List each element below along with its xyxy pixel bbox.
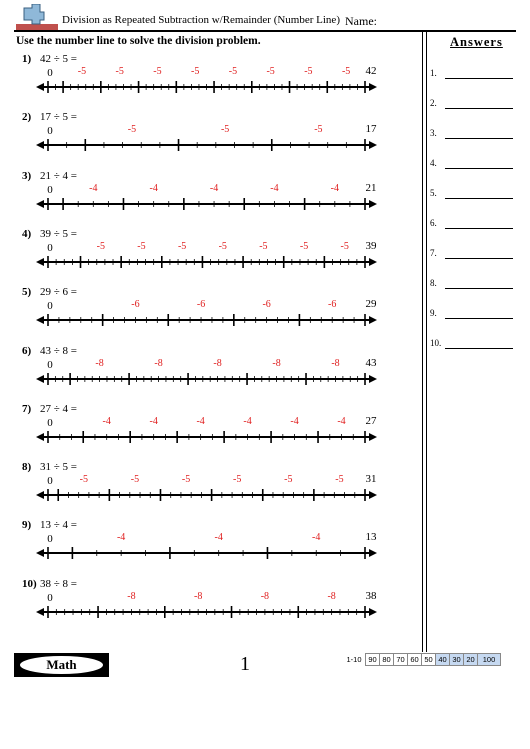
page-number: 1 [240, 653, 250, 675]
end-label: 43 [365, 356, 377, 369]
score-cell: 70 [394, 654, 408, 666]
problem-number: 9) [22, 519, 32, 532]
right-arrow-icon [369, 258, 377, 266]
number-line [0, 167, 420, 223]
left-arrow-icon [36, 433, 44, 441]
name-label: Name: [345, 14, 377, 28]
math-badge [14, 653, 109, 677]
answer-number: 7. [430, 248, 437, 258]
problem [0, 108, 420, 164]
problem-equation: 39 ÷ 5 = [40, 227, 77, 240]
step-label: -8 [260, 590, 270, 602]
right-arrow-icon [369, 316, 377, 324]
problem-equation: 38 ÷ 8 = [40, 577, 77, 590]
score-cell: 90 [366, 654, 380, 666]
start-label: 0 [47, 125, 53, 138]
number-line [0, 400, 420, 456]
number-line [0, 516, 420, 572]
step-label: -4 [270, 182, 279, 194]
step-label: -6 [262, 299, 271, 311]
step-label: -6 [131, 299, 140, 311]
start-label: 0 [47, 300, 53, 313]
answers-title: Answers [450, 35, 503, 49]
step-label: -4 [290, 415, 299, 427]
step-label: -8 [331, 357, 340, 369]
answer-number: 2. [430, 98, 437, 108]
answer-blank[interactable] [445, 78, 513, 79]
score-cell: 60 [408, 654, 422, 666]
left-arrow-icon [36, 200, 44, 208]
end-label: 39 [365, 239, 377, 252]
score-cell: 30 [450, 654, 464, 666]
step-label: -5 [259, 240, 268, 252]
answer-blank[interactable] [445, 348, 513, 349]
end-label: 27 [365, 414, 377, 427]
answer-blank[interactable] [445, 138, 513, 139]
math-plus-logo-icon [16, 4, 60, 32]
step-label: -5 [96, 240, 106, 252]
score-cell: 100 [478, 654, 501, 666]
step-label: -5 [79, 474, 88, 486]
step-label: -5 [181, 474, 191, 486]
left-arrow-icon [36, 316, 44, 324]
header-divider [14, 30, 516, 32]
problem-equation: 29 ÷ 6 = [40, 286, 77, 299]
step-label: -8 [193, 590, 203, 602]
step-label: -5 [233, 474, 242, 486]
step-label: -8 [213, 357, 222, 369]
end-label: 31 [365, 473, 377, 486]
step-label: -5 [77, 66, 87, 77]
step-label: -5 [299, 240, 309, 252]
step-label: -4 [102, 415, 111, 427]
step-label: -4 [209, 182, 219, 194]
score-range: 1-10 [346, 655, 362, 664]
step-label: -5 [228, 66, 238, 77]
left-arrow-icon [36, 141, 44, 149]
problem-number: 7) [22, 402, 32, 415]
left-arrow-icon [36, 549, 44, 557]
number-line [0, 342, 420, 398]
problem [0, 342, 420, 398]
end-label: 42 [365, 65, 377, 77]
answer-number: 4. [430, 158, 437, 168]
step-label: -4 [149, 182, 158, 194]
answer-number: 9. [430, 308, 437, 318]
answer-blank[interactable] [445, 168, 513, 169]
problem [0, 400, 420, 456]
right-arrow-icon [369, 200, 377, 208]
answer-blank[interactable] [445, 288, 513, 289]
problem [0, 167, 420, 223]
problem-number: 1) [22, 53, 32, 65]
answer-blank[interactable] [445, 318, 513, 319]
right-arrow-icon [369, 375, 377, 383]
number-line [0, 575, 420, 631]
step-label: -5 [314, 124, 323, 136]
left-arrow-icon [36, 83, 44, 91]
worksheet-title: Division as Repeated Subtraction w/Remainder (Number Line) [62, 14, 340, 26]
end-label: 13 [365, 531, 377, 544]
step-label: -5 [304, 66, 313, 77]
number-line [0, 50, 420, 106]
step-label: -8 [154, 357, 163, 369]
left-arrow-icon [36, 608, 44, 616]
number-line [0, 458, 420, 514]
end-label: 29 [365, 298, 377, 311]
start-label: 0 [47, 67, 53, 79]
step-label: -5 [177, 240, 187, 252]
step-label: -4 [243, 415, 252, 427]
problem-number: 10) [22, 577, 37, 590]
right-arrow-icon [369, 141, 377, 149]
problem-equation: 13 ÷ 4 = [40, 519, 77, 532]
right-arrow-icon [369, 433, 377, 441]
problem-equation: 43 ÷ 8 = [40, 344, 77, 357]
problem [0, 575, 420, 631]
step-label: -5 [340, 240, 349, 252]
answer-number: 8. [430, 278, 437, 288]
problem [0, 225, 420, 281]
step-label: -5 [335, 474, 344, 486]
score-cell: 50 [422, 654, 436, 666]
end-label: 21 [365, 181, 377, 194]
answer-number: 6. [430, 218, 437, 228]
step-label: -5 [191, 66, 200, 77]
left-arrow-icon [36, 258, 44, 266]
problem [0, 50, 420, 106]
step-label: -5 [266, 66, 275, 77]
problem-number: 2) [22, 111, 32, 124]
problem-equation: 21 ÷ 4 = [40, 169, 77, 182]
right-arrow-icon [369, 608, 377, 616]
problem-equation: 27 ÷ 4 = [40, 402, 77, 415]
step-label: -4 [89, 182, 98, 194]
problem-equation: 31 ÷ 5 = [40, 461, 77, 474]
answer-number: 5. [430, 188, 437, 198]
start-label: 0 [47, 591, 53, 604]
step-label: -5 [137, 240, 146, 252]
math-badge-label: Math [20, 656, 103, 674]
left-arrow-icon [36, 491, 44, 499]
problem-number: 5) [22, 286, 32, 299]
step-label: -4 [330, 182, 339, 194]
end-label: 17 [365, 123, 377, 136]
number-line [0, 225, 420, 281]
end-label: 38 [365, 589, 377, 602]
step-label: -8 [127, 590, 136, 602]
problem-number: 3) [22, 169, 32, 182]
step-label: -5 [127, 124, 137, 136]
problem-equation: 17 ÷ 5 = [40, 111, 77, 124]
step-label: -4 [214, 532, 223, 544]
problem-number: 8) [22, 461, 32, 474]
answer-number: 1. [430, 68, 437, 78]
step-label: -5 [341, 66, 351, 77]
left-arrow-icon [36, 375, 44, 383]
step-label: -5 [130, 474, 140, 486]
step-label: -5 [153, 66, 162, 77]
step-label: -4 [149, 415, 158, 427]
problem-equation: 42 ÷ 5 = [40, 53, 77, 65]
step-label: -4 [312, 532, 321, 544]
problem-number: 4) [22, 227, 32, 240]
problem-number: 6) [22, 344, 32, 357]
start-label: 0 [47, 358, 53, 371]
start-label: 0 [47, 416, 53, 429]
step-label: -4 [116, 532, 126, 544]
score-cell: 20 [464, 654, 478, 666]
start-label: 0 [47, 533, 53, 546]
score-cell: 80 [380, 654, 394, 666]
score-table [343, 653, 501, 666]
answer-blank[interactable] [445, 258, 513, 259]
start-label: 0 [47, 183, 53, 196]
number-line [0, 283, 420, 339]
step-label: -8 [95, 357, 104, 369]
step-label: -5 [220, 124, 230, 136]
step-label: -4 [196, 415, 205, 427]
score-cell: 40 [436, 654, 450, 666]
answer-blank[interactable] [445, 228, 513, 229]
problem [0, 458, 420, 514]
answer-number: 10. [430, 338, 442, 348]
step-label: -8 [327, 590, 336, 602]
step-label: -4 [337, 415, 346, 427]
step-label: -5 [218, 240, 227, 252]
instructions: Use the number line to solve the division problem. [16, 35, 261, 47]
step-label: -8 [272, 357, 281, 369]
right-arrow-icon [369, 83, 377, 91]
step-label: -6 [196, 299, 206, 311]
answer-number: 3. [430, 128, 437, 138]
problem [0, 516, 420, 572]
start-label: 0 [47, 241, 53, 254]
answer-column-divider [422, 32, 427, 652]
number-line [0, 108, 420, 164]
step-label: -5 [115, 66, 124, 77]
answer-blank[interactable] [445, 198, 513, 199]
right-arrow-icon [369, 549, 377, 557]
right-arrow-icon [369, 491, 377, 499]
step-label: -6 [328, 299, 337, 311]
step-label: -5 [284, 474, 293, 486]
problem [0, 283, 420, 339]
answer-blank[interactable] [445, 108, 513, 109]
start-label: 0 [47, 475, 53, 488]
